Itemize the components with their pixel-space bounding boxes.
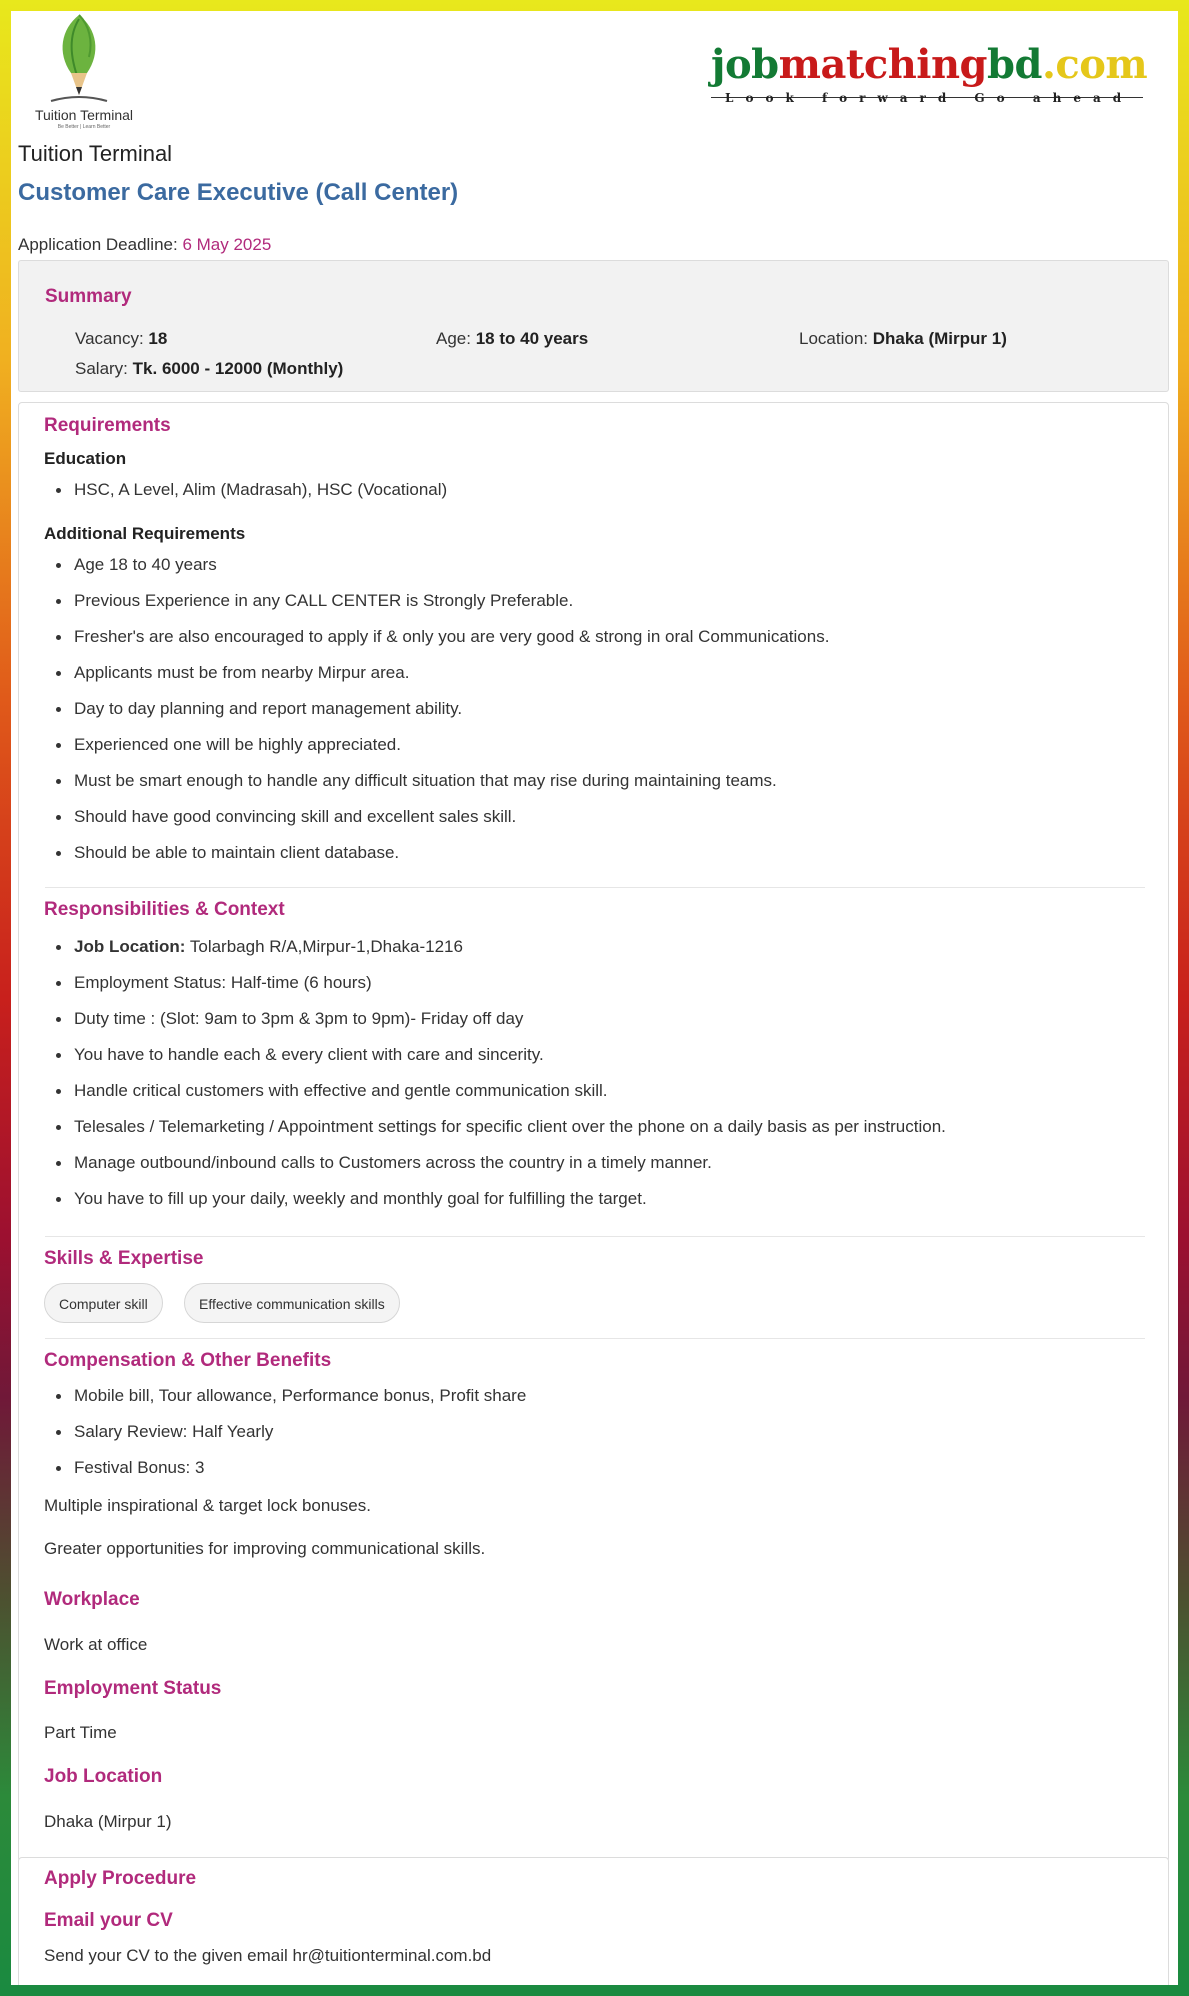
compensation-note: Multiple inspirational & target lock bonuses. — [44, 1496, 371, 1515]
list-item: Fresher's are also encouraged to apply if & only you are very good & strong in oral Communications. — [44, 626, 829, 662]
list-item: HSC, A Level, Alim (Madrasah), HSC (Vocational) — [44, 479, 447, 515]
compensation-heading: Compensation & Other Benefits — [44, 1350, 332, 1371]
logo-tagline: Be Better | Learn Better — [57, 124, 111, 130]
email-cv-heading: Email your CV — [44, 1910, 173, 1931]
additional-requirements-heading: Additional Requirements — [44, 524, 246, 543]
section-divider — [45, 1236, 1145, 1237]
list-item: Handle critical customers with effective and gentle communication skill. — [44, 1080, 946, 1116]
requirements-heading: Requirements — [44, 415, 171, 436]
brand-part-job: job — [711, 41, 779, 88]
brand-part-matching: matching — [778, 41, 988, 88]
workplace-value: Work at office — [44, 1635, 148, 1654]
jobmatchingbd-brand — [711, 41, 1161, 111]
responsibilities-heading: Responsibilities & Context — [44, 899, 285, 920]
age-label: Age: — [436, 329, 471, 348]
employment-status-value: Part Time — [44, 1723, 117, 1742]
location — [799, 329, 1007, 349]
brand-wordmark — [711, 41, 1147, 88]
list-item: Previous Experience in any CALL CENTER is Strongly Preferable. — [44, 590, 829, 626]
additional-requirements-list — [44, 554, 829, 878]
list-item: Employment Status: Half-time (6 hours) — [44, 972, 946, 1008]
tuition-terminal-logo — [19, 11, 144, 133]
job-location-value: Tolarbagh R/A,Mirpur-1,Dhaka-1216 — [189, 937, 463, 956]
skill-chip[interactable]: Computer skill — [44, 1283, 163, 1323]
workplace-heading: Workplace — [44, 1589, 140, 1610]
list-item: Festival Bonus: 3 — [44, 1457, 526, 1493]
compensation-list — [44, 1385, 526, 1493]
job-location-label: Job Location: — [74, 937, 186, 956]
job-location-heading: Job Location — [44, 1766, 163, 1787]
list-item: Day to day planning and report management ability. — [44, 698, 829, 734]
summary-heading: Summary — [45, 286, 132, 307]
logo-name: Tuition Terminal — [34, 107, 134, 123]
skills-heading: Skills & Expertise — [44, 1248, 204, 1269]
list-item: Age 18 to 40 years — [44, 554, 829, 590]
apply-instructions: Send your CV to the given email hr@tuitionterminal.com.bd — [44, 1946, 492, 1965]
salary-label: Salary: — [75, 359, 128, 378]
list-item: Should have good convincing skill and excellent sales skill. — [44, 806, 829, 842]
compensation-note: Greater opportunities for improving communicational skills. — [44, 1539, 486, 1558]
list-item: Experienced one will be highly appreciated. — [44, 734, 829, 770]
vacancy-label: Vacancy: — [75, 329, 144, 348]
education-list — [44, 479, 447, 515]
list-item: Manage outbound/inbound calls to Customers across the country in a timely manner. — [44, 1152, 946, 1188]
list-item: You have to handle each & every client with care and sincerity. — [44, 1044, 946, 1080]
list-item: Duty time : (Slot: 9am to 3pm & 3pm to 9pm)- Friday off day — [44, 1008, 946, 1044]
brand-part-com: .com — [1041, 41, 1148, 88]
company-name: Tuition Terminal — [18, 141, 173, 166]
job-location-value: Dhaka (Mirpur 1) — [44, 1812, 172, 1831]
list-item: Must be smart enough to handle any difficult situation that may rise during maintaining teams. — [44, 770, 829, 806]
list-item: Should be able to maintain client database. — [44, 842, 829, 878]
list-item-job-location — [44, 936, 946, 972]
brand-tagline: Look forward Go ahead — [725, 91, 1134, 105]
education-heading: Education — [44, 449, 127, 468]
pencil-leaf-icon — [49, 11, 109, 107]
section-divider — [45, 1338, 1145, 1339]
responsibilities-list — [44, 936, 946, 1224]
list-item: Mobile bill, Tour allowance, Performance bonus, Profit share — [44, 1385, 526, 1421]
application-deadline — [18, 235, 271, 255]
salary — [75, 359, 343, 379]
list-item: Telesales / Telemarketing / Appointment settings for specific client over the phone on a daily basis as per instruction. — [44, 1116, 946, 1152]
location-label: Location: — [799, 329, 868, 348]
summary-panel — [18, 260, 1169, 392]
age — [436, 329, 588, 349]
section-divider — [45, 887, 1145, 888]
list-item: Applicants must be from nearby Mirpur area. — [44, 662, 829, 698]
salary-value: Tk. 6000 - 12000 (Monthly) — [132, 359, 344, 378]
brand-part-bd: bd — [987, 41, 1042, 88]
apply-heading: Apply Procedure — [44, 1868, 197, 1889]
deadline-label: Application Deadline: — [18, 235, 178, 254]
skill-chip[interactable]: Effective communication skills — [184, 1283, 400, 1323]
deadline-value: 6 May 2025 — [182, 235, 272, 254]
job-post-page — [11, 11, 1178, 1985]
list-item: You have to fill up your daily, weekly and monthly goal for fulfilling the target. — [44, 1188, 946, 1224]
age-value: 18 to 40 years — [475, 329, 589, 348]
vacancy — [75, 329, 167, 349]
job-title: Customer Care Executive (Call Center) — [18, 179, 459, 206]
vacancy-value: 18 — [148, 329, 168, 348]
list-item: Salary Review: Half Yearly — [44, 1421, 526, 1457]
employment-status-heading: Employment Status — [44, 1678, 222, 1699]
location-value: Dhaka (Mirpur 1) — [872, 329, 1007, 348]
